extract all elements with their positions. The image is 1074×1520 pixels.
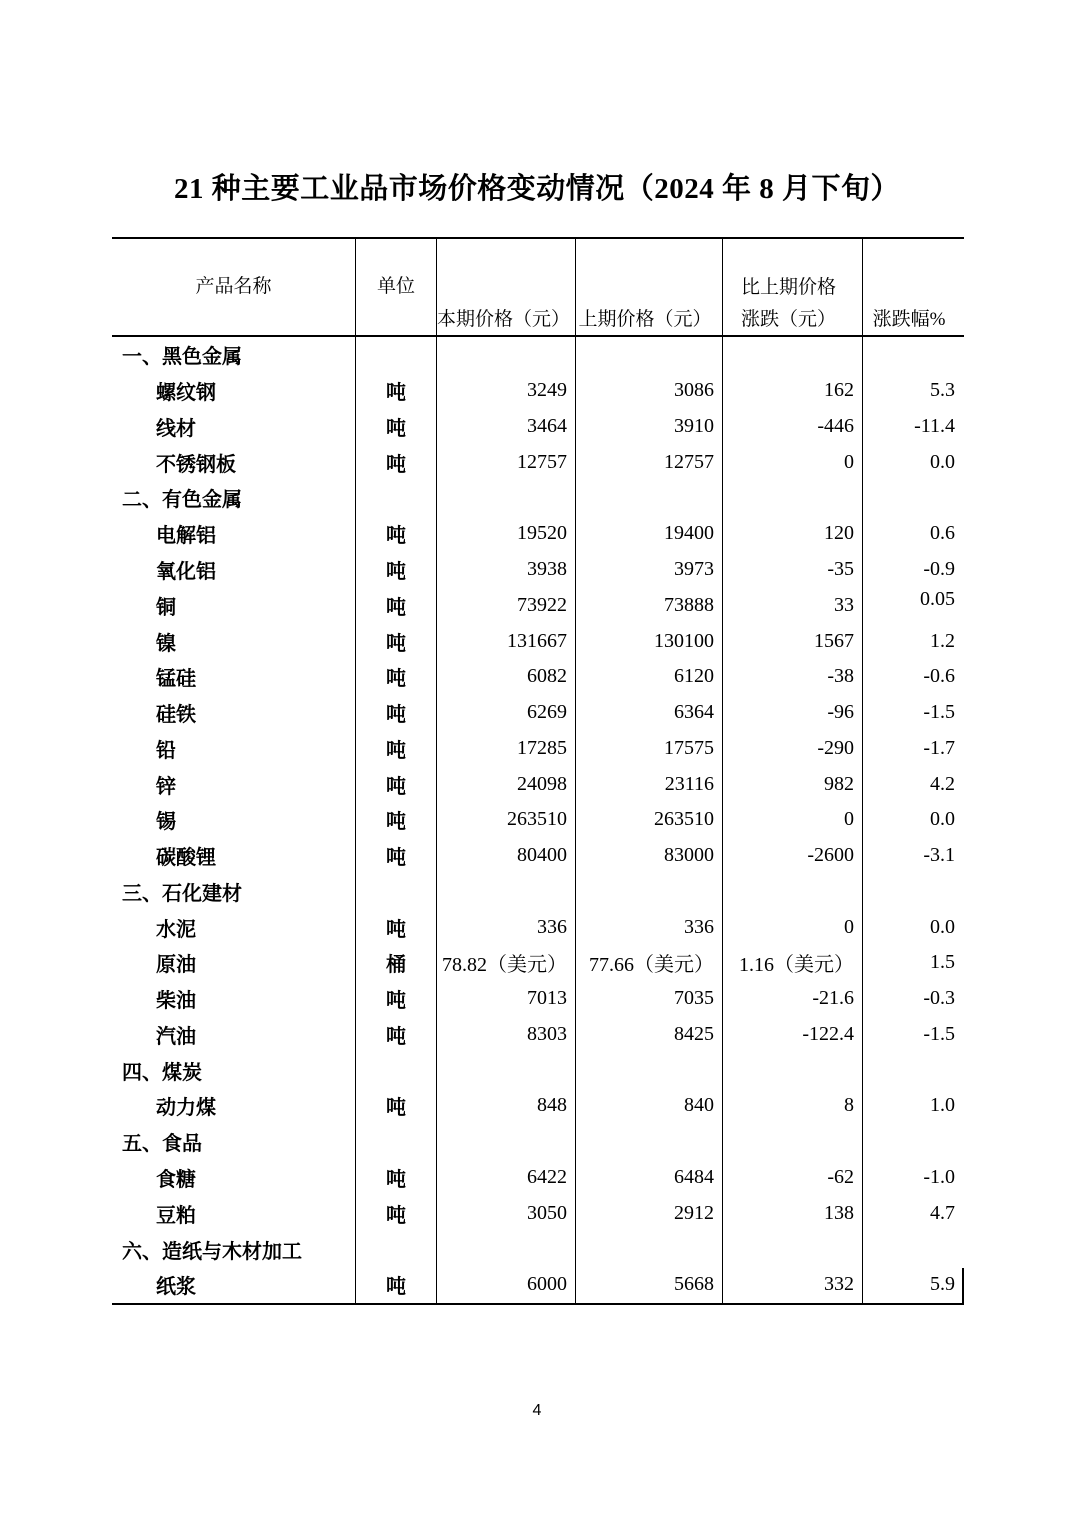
pct-cell: 0.0: [930, 808, 955, 831]
change-cell: -21.6: [723, 981, 863, 1017]
current-price-cell: 848: [437, 1088, 576, 1124]
previous-price-cell: 6484: [576, 1160, 723, 1196]
section-row: [112, 873, 964, 909]
pct-cell: [863, 1052, 964, 1088]
unit-cell: 桶: [356, 945, 437, 981]
product-name-cell: 不锈钢板: [112, 444, 356, 480]
section-name-cell: 二、有色金属: [112, 480, 356, 516]
pct-cell: 0.6: [930, 522, 955, 545]
current-price-cell: 17285: [437, 730, 576, 766]
current-price-cell: 131667: [437, 623, 576, 659]
section-name-cell: 一、黑色金属: [112, 337, 356, 373]
table-right-border-segment: [962, 1268, 964, 1305]
previous-price-cell: 6120: [576, 659, 723, 695]
pct-cell: -3.1: [923, 844, 955, 867]
section-row: [112, 337, 964, 373]
unit-cell: [356, 337, 437, 373]
change-cell: 120: [723, 516, 863, 552]
unit-cell: 吨: [356, 1267, 437, 1303]
current-price-cell: 3050: [437, 1195, 576, 1231]
previous-price-cell: 8425: [576, 1017, 723, 1053]
current-price-cell: 78.82（美元）: [437, 945, 576, 981]
previous-price-cell: 263510: [576, 802, 723, 838]
change-cell: 1.16（美元）: [723, 945, 863, 981]
change-cell: 8: [723, 1088, 863, 1124]
product-name-cell: 氧化铝: [112, 552, 356, 588]
table-header-row: [112, 239, 964, 337]
change-cell: 0: [723, 909, 863, 945]
price-table: [112, 237, 964, 1305]
col-header-pct-change: 涨跌幅%: [872, 308, 946, 330]
unit-cell: 吨: [356, 373, 437, 409]
pct-cell: 5.3: [930, 379, 955, 402]
unit-cell: [356, 1231, 437, 1267]
change-cell: 982: [723, 766, 863, 802]
current-price-cell: 336: [437, 909, 576, 945]
previous-price-cell: [576, 873, 723, 909]
unit-cell: 吨: [356, 516, 437, 552]
pct-cell: 4.2: [930, 772, 955, 795]
col-header-change-line2: 涨跌（元）: [740, 308, 836, 330]
pct-cell: [863, 480, 964, 516]
col-header-unit: 单位: [356, 239, 437, 335]
table-row: [112, 909, 964, 945]
current-price-cell: 3464: [437, 409, 576, 445]
previous-price-cell: 2912: [576, 1195, 723, 1231]
pct-cell: 5.9: [930, 1273, 955, 1296]
change-cell: 332: [723, 1267, 863, 1303]
pct-cell: -1.5: [923, 701, 955, 724]
current-price-cell: 3249: [437, 373, 576, 409]
product-name-cell: 镍: [112, 623, 356, 659]
product-name-cell: 锰硅: [112, 659, 356, 695]
previous-price-cell: 3086: [576, 373, 723, 409]
section-row: [112, 1124, 964, 1160]
current-price-cell: 6000: [437, 1267, 576, 1303]
change-cell: 0: [723, 802, 863, 838]
table-row: [112, 587, 964, 623]
change-cell: -96: [723, 695, 863, 731]
product-name-cell: 纸浆: [112, 1267, 356, 1303]
previous-price-cell: [576, 480, 723, 516]
product-name-cell: 汽油: [112, 1017, 356, 1053]
section-row: [112, 1052, 964, 1088]
pct-cell: -1.5: [923, 1022, 955, 1045]
change-cell: [723, 1124, 863, 1160]
change-cell: [723, 1231, 863, 1267]
section-row: [112, 1231, 964, 1267]
current-price-cell: 80400: [437, 838, 576, 874]
product-name-cell: 铜: [112, 587, 356, 623]
table-row: [112, 444, 964, 480]
change-cell: -62: [723, 1160, 863, 1196]
col-header-current-price: 本期价格（元）: [437, 239, 576, 335]
unit-cell: 吨: [356, 659, 437, 695]
pct-cell: -11.4: [914, 414, 955, 437]
previous-price-cell: 12757: [576, 444, 723, 480]
section-name-cell: 三、石化建材: [112, 873, 356, 909]
product-name-cell: 食糖: [112, 1160, 356, 1196]
table-row: [112, 1088, 964, 1124]
section-row: [112, 480, 964, 516]
change-cell: [723, 480, 863, 516]
previous-price-cell: 7035: [576, 981, 723, 1017]
product-name-cell: 电解铝: [112, 516, 356, 552]
table-row: [112, 981, 964, 1017]
unit-cell: 吨: [356, 695, 437, 731]
previous-price-cell: 17575: [576, 730, 723, 766]
previous-price-cell: 77.66（美元）: [576, 945, 723, 981]
product-name-cell: 锡: [112, 802, 356, 838]
unit-cell: [356, 1124, 437, 1160]
unit-cell: 吨: [356, 409, 437, 445]
table-row: [112, 552, 964, 588]
change-cell: -290: [723, 730, 863, 766]
table-row: [112, 802, 964, 838]
pct-cell: 1.5: [930, 951, 955, 974]
previous-price-cell: 3910: [576, 409, 723, 445]
col-header-product-name: 产品名称: [112, 239, 356, 335]
previous-price-cell: [576, 337, 723, 373]
current-price-cell: [437, 873, 576, 909]
previous-price-cell: [576, 1231, 723, 1267]
change-cell: [723, 873, 863, 909]
change-cell: 1567: [723, 623, 863, 659]
table-row: [112, 838, 964, 874]
current-price-cell: 19520: [437, 516, 576, 552]
table-row: [112, 1267, 964, 1303]
previous-price-cell: 336: [576, 909, 723, 945]
table-row: [112, 1017, 964, 1053]
change-cell: 138: [723, 1195, 863, 1231]
page-number: 4: [532, 1402, 542, 1419]
table-row: [112, 373, 964, 409]
section-name-cell: 四、煤炭: [112, 1052, 356, 1088]
pct-cell: [863, 1124, 964, 1160]
current-price-cell: [437, 337, 576, 373]
product-name-cell: 柴油: [112, 981, 356, 1017]
pct-cell: 4.7: [930, 1201, 955, 1224]
product-name-cell: 水泥: [112, 909, 356, 945]
change-cell: 33: [723, 587, 863, 623]
unit-cell: [356, 480, 437, 516]
previous-price-cell: 73888: [576, 587, 723, 623]
previous-price-cell: 23116: [576, 766, 723, 802]
pct-cell: 1.2: [930, 629, 955, 652]
product-name-cell: 线材: [112, 409, 356, 445]
current-price-cell: [437, 1231, 576, 1267]
change-cell: 162: [723, 373, 863, 409]
unit-cell: [356, 1052, 437, 1088]
section-name-cell: 五、食品: [112, 1124, 356, 1160]
pct-cell: 0.05: [920, 588, 955, 611]
product-name-cell: 硅铁: [112, 695, 356, 731]
pct-cell: [863, 873, 964, 909]
table-row: [112, 1195, 964, 1231]
unit-cell: 吨: [356, 1088, 437, 1124]
current-price-cell: 6422: [437, 1160, 576, 1196]
previous-price-cell: 130100: [576, 623, 723, 659]
previous-price-cell: 83000: [576, 838, 723, 874]
previous-price-cell: 840: [576, 1088, 723, 1124]
change-cell: -2600: [723, 838, 863, 874]
current-price-cell: 12757: [437, 444, 576, 480]
pct-cell: [863, 1231, 964, 1267]
change-cell: [723, 337, 863, 373]
current-price-cell: [437, 1052, 576, 1088]
current-price-cell: 6082: [437, 659, 576, 695]
section-name-cell: 六、造纸与木材加工: [112, 1231, 356, 1267]
table-row: [112, 730, 964, 766]
product-name-cell: 豆粕: [112, 1195, 356, 1231]
unit-cell: 吨: [356, 1017, 437, 1053]
current-price-cell: 6269: [437, 695, 576, 731]
table-body: [112, 337, 964, 1305]
pct-cell: -0.3: [923, 987, 955, 1010]
pct-cell: 0.0: [930, 450, 955, 473]
table-row: [112, 516, 964, 552]
pct-cell: [863, 337, 964, 373]
current-price-cell: 73922: [437, 587, 576, 623]
unit-cell: 吨: [356, 981, 437, 1017]
unit-cell: 吨: [356, 838, 437, 874]
current-price-cell: 7013: [437, 981, 576, 1017]
previous-price-cell: 3973: [576, 552, 723, 588]
unit-cell: 吨: [356, 444, 437, 480]
table-row: [112, 1160, 964, 1196]
col-header-previous-price: 上期价格（元）: [576, 239, 723, 335]
current-price-cell: 3938: [437, 552, 576, 588]
product-name-cell: 原油: [112, 945, 356, 981]
change-cell: -446: [723, 409, 863, 445]
page-title: 21 种主要工业品市场价格变动情况（2024 年 8 月下旬）: [173, 173, 900, 205]
current-price-cell: 24098: [437, 766, 576, 802]
change-cell: [723, 1052, 863, 1088]
col-header-change-line1: 比上期价格: [740, 277, 836, 299]
pct-cell: -1.7: [923, 736, 955, 759]
previous-price-cell: 19400: [576, 516, 723, 552]
table-row: [112, 623, 964, 659]
product-name-cell: 铅: [112, 730, 356, 766]
change-cell: -122.4: [723, 1017, 863, 1053]
pct-cell: -0.6: [923, 665, 955, 688]
unit-cell: 吨: [356, 587, 437, 623]
product-name-cell: 碳酸锂: [112, 838, 356, 874]
unit-cell: 吨: [356, 623, 437, 659]
unit-cell: 吨: [356, 766, 437, 802]
current-price-cell: 263510: [437, 802, 576, 838]
unit-cell: 吨: [356, 730, 437, 766]
pct-cell: -1.0: [923, 1165, 955, 1188]
table-row: [112, 945, 964, 981]
current-price-cell: [437, 480, 576, 516]
table-row: [112, 766, 964, 802]
previous-price-cell: [576, 1052, 723, 1088]
product-name-cell: 锌: [112, 766, 356, 802]
unit-cell: [356, 873, 437, 909]
previous-price-cell: 5668: [576, 1267, 723, 1303]
product-name-cell: 动力煤: [112, 1088, 356, 1124]
change-cell: -38: [723, 659, 863, 695]
pct-cell: -0.9: [923, 557, 955, 580]
table-row: [112, 695, 964, 731]
unit-cell: 吨: [356, 552, 437, 588]
unit-cell: 吨: [356, 909, 437, 945]
unit-cell: 吨: [356, 1195, 437, 1231]
product-name-cell: 螺纹钢: [112, 373, 356, 409]
unit-cell: 吨: [356, 802, 437, 838]
table-row: [112, 659, 964, 695]
current-price-cell: 8303: [437, 1017, 576, 1053]
change-cell: -35: [723, 552, 863, 588]
change-cell: 0: [723, 444, 863, 480]
pct-cell: 1.0: [930, 1094, 955, 1117]
previous-price-cell: [576, 1124, 723, 1160]
current-price-cell: [437, 1124, 576, 1160]
table-row: [112, 409, 964, 445]
col-header-change: [723, 239, 863, 335]
previous-price-cell: 6364: [576, 695, 723, 731]
unit-cell: 吨: [356, 1160, 437, 1196]
pct-cell: 0.0: [930, 915, 955, 938]
